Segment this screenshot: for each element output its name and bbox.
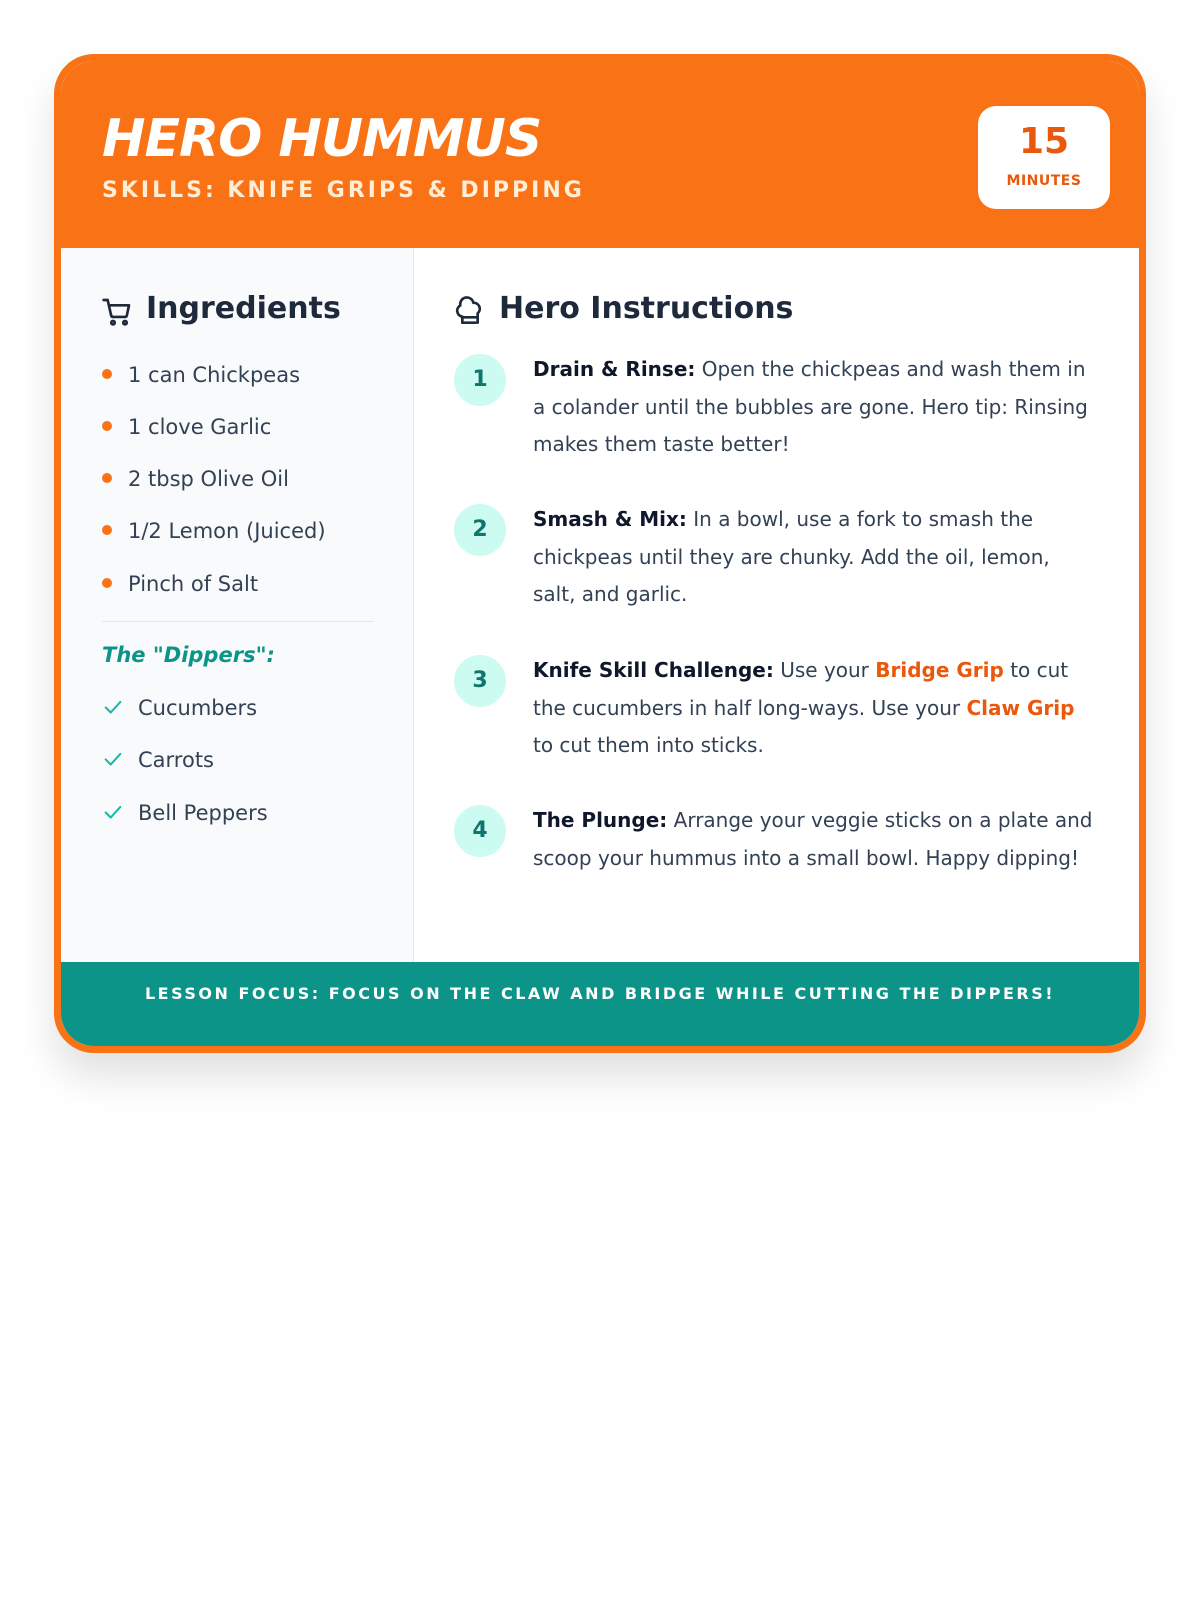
divider — [102, 621, 374, 622]
ingredient-item: Pinch of Salt — [102, 570, 258, 598]
time-value: 15 — [1018, 121, 1070, 162]
claw-grip-highlight: Claw Grip — [966, 695, 1075, 720]
check-icon — [102, 801, 124, 823]
bullet-dot — [102, 369, 112, 379]
step-number: 4 — [454, 805, 506, 857]
step-number: 3 — [454, 655, 506, 707]
instructions-heading: Hero Instructions — [499, 291, 794, 326]
recipe-card — [54, 54, 1146, 1053]
ingredients-panel — [61, 248, 414, 962]
recipe-header — [61, 61, 1139, 248]
bridge-grip-highlight: Bridge Grip — [875, 658, 1004, 682]
time-badge — [978, 106, 1110, 209]
step-number: 2 — [454, 504, 506, 556]
chef-hat-icon — [453, 296, 485, 328]
step-number: 1 — [454, 354, 506, 406]
step-title: Drain & Rinse: — [533, 357, 696, 381]
step-text: The Plunge: Arrange your veggie sticks on a plate and scoop your hummus into a small bowl. Happy dipping! — [533, 808, 1093, 870]
step-title: The Plunge: — [533, 808, 668, 832]
bullet-dot — [102, 421, 112, 431]
ingredient-item: 2 tbsp Olive Oil — [102, 465, 289, 493]
ingredients-heading: Ingredients — [146, 291, 341, 326]
step-text: Knife Skill Challenge: Use your Bridge Grip to cut the cucumbers in half long-ways. Use your Claw Grip to cut them into sticks. — [533, 658, 1075, 757]
step-title: Smash & Mix: — [533, 507, 687, 531]
ingredient-item: 1/2 Lemon (Juiced) — [102, 517, 326, 545]
shopping-cart-icon — [101, 296, 133, 328]
lesson-focus-text: LESSON FOCUS: FOCUS ON THE CLAW AND BRIDGE WHILE CUTTING THE DIPPERS! — [144, 984, 1056, 1003]
dipper-item: Bell Peppers — [102, 799, 268, 827]
recipe-subtitle: SKILLS: KNIFE GRIPS & DIPPING — [102, 178, 585, 203]
dipper-item: Carrots — [102, 746, 214, 774]
time-unit: MINUTES — [1006, 173, 1082, 189]
step-text: Drain & Rinse: Open the chickpeas and wash them in a colander until the bubbles are gone. Hero tip: Rinsing makes them taste better! — [533, 357, 1088, 456]
ingredient-item: 1 can Chickpeas — [102, 361, 300, 389]
dipper-item: Cucumbers — [102, 694, 257, 722]
check-icon — [102, 696, 124, 718]
bullet-dot — [102, 525, 112, 535]
step-title: Knife Skill Challenge: — [533, 658, 774, 682]
bullet-dot — [102, 473, 112, 483]
ingredient-item: 1 clove Garlic — [102, 413, 271, 441]
dippers-title: The "Dippers": — [102, 643, 275, 667]
lesson-focus-footer — [61, 962, 1139, 1046]
step-text: Smash & Mix: In a bowl, use a fork to smash the chickpeas until they are chunky. Add the oil, lemon, salt, and garlic. — [533, 507, 1050, 606]
recipe-title: HERO HUMMUS — [102, 109, 542, 169]
bullet-dot — [102, 578, 112, 588]
check-icon — [102, 748, 124, 770]
